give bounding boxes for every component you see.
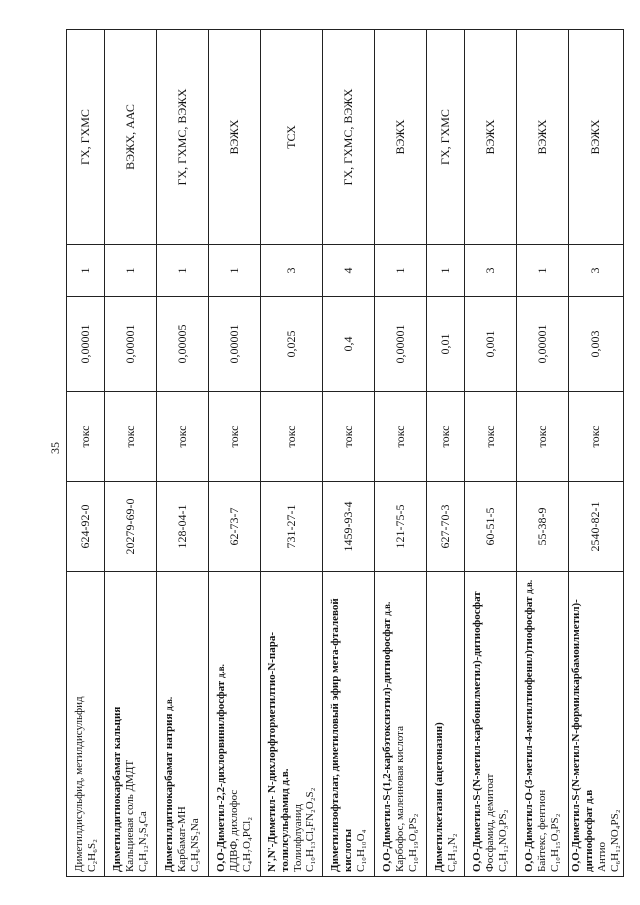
substance-name-line: кислоты — [342, 828, 355, 872]
rotated-page-content — [66, 30, 622, 877]
cas-number-cell: 128-04-1 — [157, 482, 209, 572]
analysis-method-cell: ВЭЖХ, ААС — [105, 30, 157, 245]
hazard-class-cell: 1 — [375, 245, 427, 297]
substance-name-line: C₆H₁₂NO₄PS₂ — [608, 809, 621, 872]
substance-name-line: Диметилдисульфид, метилдисульфид — [72, 696, 85, 872]
hazard-class-cell: 3 — [261, 245, 323, 297]
substance-name-cell — [67, 572, 105, 877]
table-row — [517, 30, 569, 877]
substance-name-line: дитиофосфат д.в — [582, 789, 595, 872]
substance-name-line: C₆H₁₂N₂ — [445, 833, 458, 872]
substance-name-line: C₄H₇O₄PCl₂ — [240, 816, 253, 872]
substance-name-line: Байтекс, фентион — [536, 789, 549, 872]
hazard-type-cell: токс — [209, 392, 261, 482]
table-row — [105, 30, 157, 877]
hazard-type-cell: токс — [465, 392, 517, 482]
substance-name-line-wrap — [381, 576, 394, 872]
substance-name-line: C₁₀H₁₅O₃PS₂ — [548, 813, 561, 872]
cas-number-cell: 121-75-5 — [375, 482, 427, 572]
hazard-type-cell: токс — [569, 392, 624, 482]
table-row — [375, 30, 427, 877]
hazard-type-cell: токс — [375, 392, 427, 482]
substance-name-line: C₁₀H₁₀O₄ — [354, 829, 367, 872]
table-row — [323, 30, 375, 877]
substances-table — [66, 29, 624, 877]
limit-value-cell: 0,00001 — [375, 297, 427, 392]
hazard-class-cell: 1 — [517, 245, 569, 297]
hazard-type-cell: токс — [323, 392, 375, 482]
analysis-method-cell: ГХ, ГХМС — [427, 30, 465, 245]
substance-name-line: C₁₀H₁₉O₆PS₂ — [406, 813, 419, 872]
hazard-type-cell: токс — [67, 392, 105, 482]
substance-name-cell — [427, 572, 465, 877]
substance-name-line: N',N'-Диметил- N-дихлорфторметилтио-N-пара- — [265, 631, 278, 872]
substance-name-line: Карбофос, малеиновая кислота — [394, 726, 407, 872]
substance-name-cell — [323, 572, 375, 877]
hazard-type-cell: токс — [105, 392, 157, 482]
substance-name-cell — [261, 572, 323, 877]
hazard-class-cell: 1 — [105, 245, 157, 297]
hazard-class-cell: 1 — [157, 245, 209, 297]
substance-name-line: C₁₀H₁₃Cl₂FN₂O₂S₂ — [304, 787, 317, 872]
cas-number-cell: 20279-69-0 — [105, 482, 157, 572]
substance-name-line-wrap — [163, 576, 176, 872]
analysis-method-cell: ТСХ — [261, 30, 323, 245]
substance-name-cell — [569, 572, 624, 877]
limit-value-cell: 0,00001 — [209, 297, 261, 392]
substance-name-line: ДДВФ, дихлофос — [228, 789, 241, 872]
active-substance-mark: д.в. — [216, 664, 227, 679]
substance-name-line: O,O-Диметил-S-(1,2-карбэтоксиэтил)-дитиофосфат — [381, 618, 394, 872]
hazard-class-cell: 4 — [323, 245, 375, 297]
hazard-class-cell: 3 — [569, 245, 624, 297]
analysis-method-cell: ВЭЖХ — [209, 30, 261, 245]
substance-name-line: Антио — [595, 841, 608, 872]
substance-name-line: Фосфамид, демитоат — [484, 773, 497, 872]
limit-value-cell: 0,00001 — [105, 297, 157, 392]
substance-name-line: O,O-Диметил-O-(3-метил-4-метилтиофенил)тиофосфат — [523, 596, 536, 872]
cas-number-cell: 2540-82-1 — [569, 482, 624, 572]
limit-value-cell: 0,003 — [569, 297, 624, 392]
cas-number-cell: 55-38-9 — [517, 482, 569, 572]
substance-name-cell — [105, 572, 157, 877]
substance-name-line: Толилфлуанид — [291, 803, 304, 872]
analysis-method-cell: ГХ, ГХМС, ВЭЖХ — [157, 30, 209, 245]
substance-name-cell — [375, 572, 427, 877]
page-number: 35 — [48, 442, 62, 454]
cas-number-cell: 627-70-3 — [427, 482, 465, 572]
substance-name-line: Кальциевая соль ДМДТ — [124, 759, 137, 872]
cas-number-cell: 624-92-0 — [67, 482, 105, 572]
substance-name-line: O,O-Диметил-2,2-дихлорвинилфосфат — [215, 680, 228, 872]
substance-name-line: толилсульфамид д.в. — [278, 768, 291, 872]
substances-table-body — [67, 30, 624, 877]
limit-value-cell: 0,025 — [261, 297, 323, 392]
limit-value-cell: 0,00001 — [517, 297, 569, 392]
substance-name-cell — [517, 572, 569, 877]
active-substance-mark: д.в. — [382, 601, 393, 616]
active-substance-mark: д.в. — [164, 696, 175, 711]
table-row — [157, 30, 209, 877]
substance-name-cell — [157, 572, 209, 877]
substance-name-line: Диметилдитиокарбамат кальция — [111, 706, 124, 872]
hazard-class-cell: 1 — [209, 245, 261, 297]
substance-name-line: C₃H₆NS₂Na — [188, 818, 201, 872]
substance-name-line: C₆H₁₂N₂S₄Ca — [136, 811, 149, 872]
limit-value-cell: 0,001 — [465, 297, 517, 392]
substance-name-line: C₅H₁₂NO₃PS₂ — [496, 809, 509, 872]
substance-name-cell — [209, 572, 261, 877]
table-row — [569, 30, 624, 877]
hazard-type-cell: токс — [517, 392, 569, 482]
substance-name-line: O,O-Диметил-S-(N-метил-карбонилметил)-дитиофосфат — [471, 591, 484, 872]
hazard-class-cell: 1 — [67, 245, 105, 297]
cas-number-cell: 62-73-7 — [209, 482, 261, 572]
hazard-class-cell: 3 — [465, 245, 517, 297]
analysis-method-cell: ГХ, ГХМС — [67, 30, 105, 245]
analysis-method-cell: ВЭЖХ — [517, 30, 569, 245]
substance-name-line-wrap — [523, 576, 536, 872]
substance-name-line: C₂H₆S₂ — [85, 839, 98, 872]
analysis-method-cell: ВЭЖХ — [375, 30, 427, 245]
table-row — [261, 30, 323, 877]
substance-name-cell — [465, 572, 517, 877]
substance-name-line: Диметилизофталат, диметиловый эфир мета-фталевой — [329, 598, 342, 872]
table-row — [209, 30, 261, 877]
limit-value-cell: 0,01 — [427, 297, 465, 392]
analysis-method-cell: ВЭЖХ — [465, 30, 517, 245]
substance-name-line: Карбамат-МН — [176, 806, 189, 872]
hazard-class-cell: 1 — [427, 245, 465, 297]
cas-number-cell: 731-27-1 — [261, 482, 323, 572]
hazard-type-cell: токс — [261, 392, 323, 482]
limit-value-cell: 0,4 — [323, 297, 375, 392]
table-row — [427, 30, 465, 877]
analysis-method-cell: ВЭЖХ — [569, 30, 624, 245]
analysis-method-cell: ГХ, ГХМС, ВЭЖХ — [323, 30, 375, 245]
cas-number-cell: 1459-93-4 — [323, 482, 375, 572]
limit-value-cell: 0,00005 — [157, 297, 209, 392]
substance-name-line: Диметилдитиокарбамат натрия — [163, 713, 176, 872]
substance-name-line: Диметилкетазин (ацетоназин) — [432, 722, 445, 872]
table-row — [67, 30, 105, 877]
substance-name-line-wrap — [215, 576, 228, 872]
hazard-type-cell: токс — [157, 392, 209, 482]
active-substance-mark: д.в. — [524, 579, 535, 594]
substance-name-line: O,O-Диметил-S-(N-метил-N-формилкарбамоилметил)- — [570, 599, 582, 872]
table-row — [465, 30, 517, 877]
cas-number-cell: 60-51-5 — [465, 482, 517, 572]
limit-value-cell: 0,00001 — [67, 297, 105, 392]
hazard-type-cell: токс — [427, 392, 465, 482]
